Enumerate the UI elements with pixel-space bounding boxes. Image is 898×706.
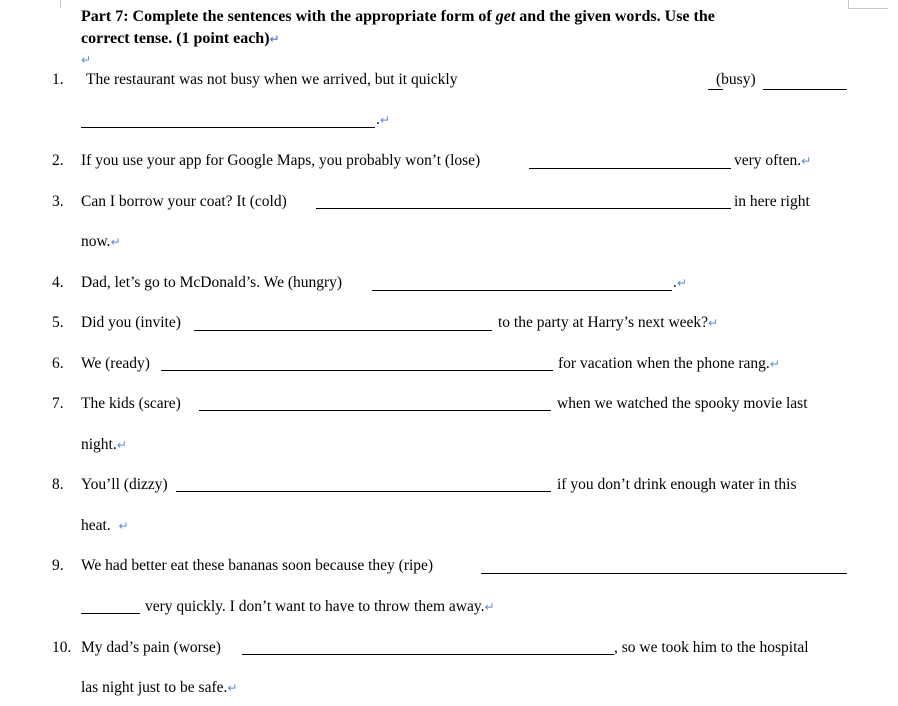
wrap-text: night. [81,436,117,453]
sentence-end [673,274,687,292]
continuation-text: for vacation when the phone rang. [558,355,770,372]
item-number: 10. [52,639,72,656]
sentence-text: Can I borrow your coat? It (cold) [81,193,287,210]
item-number: 8. [52,476,64,493]
continuation-text: , so we took him to the hospital [614,639,809,656]
sentence-wrap [81,679,237,697]
item-number: 1. [52,71,64,88]
wrap-text: now. [81,233,111,250]
page-corner-right [848,0,849,8]
item-number: 2. [52,152,64,169]
sentence-wrap [81,233,121,251]
answer-blank[interactable] [372,290,672,291]
sentence-wrap [81,517,129,535]
sentence-continuation [558,355,780,373]
paragraph-mark-icon: ↵ [227,681,238,695]
paragraph-mark-icon: ↵ [269,32,280,46]
wrap-text: very quickly. I don’t want to have to throw them away. [145,598,485,615]
paragraph-mark-icon: ↵ [676,276,687,290]
period: . [376,111,380,128]
continuation-text: when we watched the spooky movie last [557,395,808,412]
instructions-line-2 [81,30,280,48]
answer-blank[interactable] [176,491,551,492]
period: . [673,274,677,291]
answer-blank[interactable] [81,613,140,614]
wrap-text: heat. [81,517,111,534]
hint-word: (busy) [716,71,756,88]
sentence-text: Did you (invite) [81,314,181,331]
instructions-line-1 [81,8,715,26]
sentence-wrap [81,436,127,454]
answer-blank[interactable] [763,89,847,90]
paragraph-mark-icon: ↵ [116,438,127,452]
paragraph-mark-icon: ↵ [769,357,780,371]
continuation-text: very often. [734,152,802,169]
sentence-text: You’ll (dizzy) [81,476,168,493]
item-number: 4. [52,274,64,291]
sentence-continuation [498,314,718,332]
instructions-text-b: and the given words. Use the [515,8,715,25]
instructions-text-a: Part 7: Complete the sentences with the appropriate form of [81,8,496,25]
wrap-text: las night just to be safe. [81,679,228,696]
paragraph-mark-icon: ↵ [801,154,812,168]
sentence-text: Dad, let’s go to McDonald’s. We (hungry) [81,274,343,291]
sentence-continuation [734,152,811,170]
sentence-text: We had better eat these bananas soon because they (ripe) [81,557,434,574]
sentence-wrap [145,598,495,616]
paragraph-mark-icon: ↵ [484,600,495,614]
continuation-text: to the party at Harry’s next week? [498,314,709,331]
answer-blank[interactable] [161,370,553,371]
item-number: 7. [52,395,64,412]
page-corner-right-h [848,8,888,9]
sentence-text: We (ready) [81,355,150,372]
continuation-text: if you don’t drink enough water in this [557,476,797,493]
paragraph-mark-icon: ↵ [118,519,129,533]
item-number: 6. [52,355,64,372]
answer-blank[interactable] [199,410,551,411]
answer-blank[interactable] [529,168,731,169]
paragraph-mark-icon: ↵ [708,316,719,330]
instructions-text-c: correct tense. (1 point each) [81,30,270,47]
answer-blank[interactable] [708,89,723,90]
answer-blank[interactable] [481,573,847,574]
sentence-end [376,111,390,129]
answer-blank[interactable] [81,127,375,128]
paragraph-mark-icon: ↵ [379,113,390,127]
continuation-text: in here right [734,193,810,210]
sentence-text: My dad’s pain (worse) [81,639,221,656]
sentence-text: The restaurant was not busy when we arrived, but it quickly [86,71,458,88]
paragraph-mark-icon: ↵ [110,235,121,249]
page-corner-left [60,0,61,8]
answer-blank[interactable] [194,330,492,331]
sentence-text: If you use your app for Google Maps, you probably won’t (lose) [81,152,481,169]
instructions-get-word: get [495,8,516,25]
item-number: 5. [52,314,64,331]
sentence-text: The kids (scare) [81,395,181,412]
item-number: 9. [52,557,64,574]
paragraph-mark-icon: ↵ [81,53,92,67]
answer-blank[interactable] [316,208,731,209]
item-number: 3. [52,193,64,210]
answer-blank[interactable] [242,654,614,655]
